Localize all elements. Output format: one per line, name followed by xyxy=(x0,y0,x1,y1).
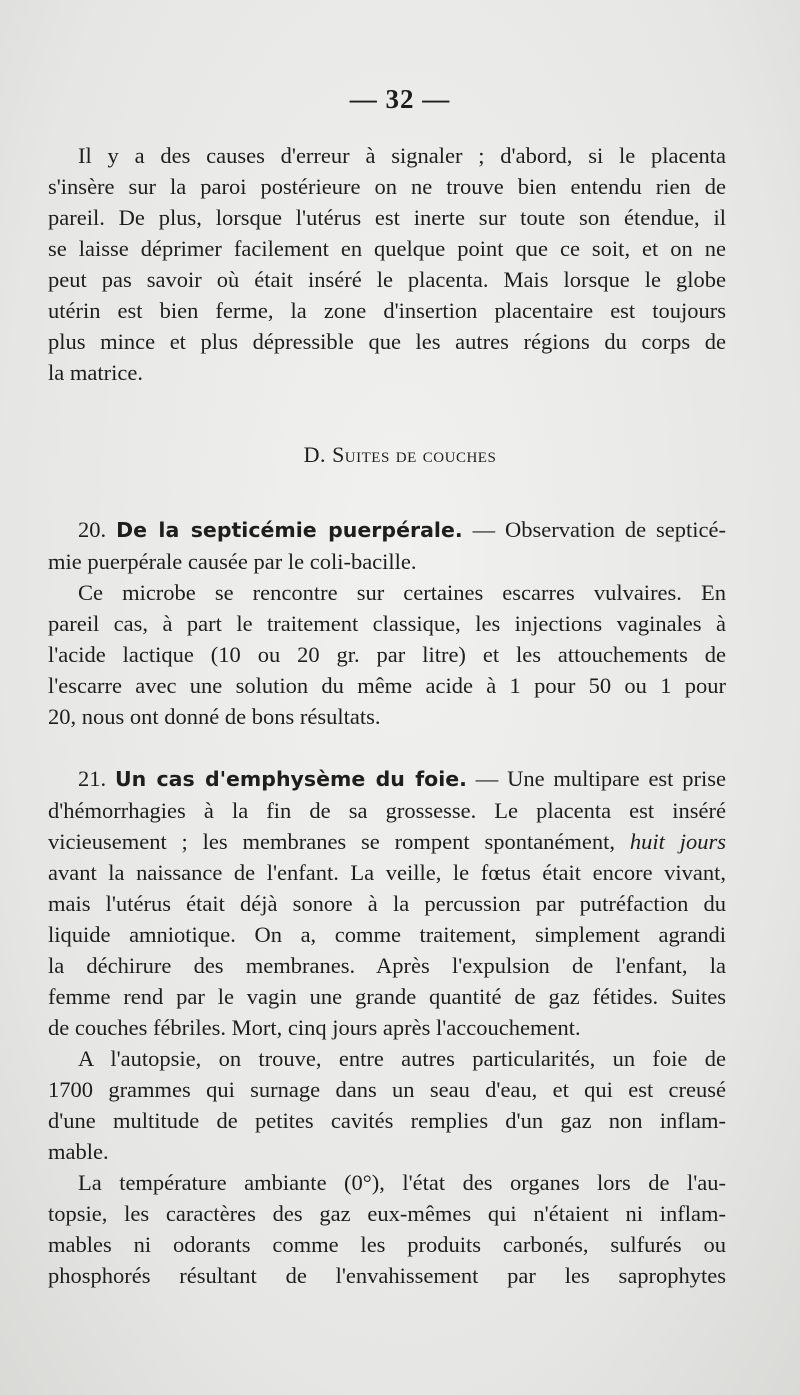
text-line: pareil cas, à part le traitement classique, les injections vaginales à xyxy=(48,611,726,636)
text-line: la matrice. xyxy=(48,360,143,385)
section-heading-title: Suites de couches xyxy=(332,442,497,467)
text-line: 1700 grammes qui surnage dans un seau d'eau, et qui est creusé xyxy=(48,1077,726,1102)
text-line: femme rend par le vagin une grande quantité de gaz fétides. Suites xyxy=(48,984,726,1009)
text-line: mais l'utérus était déjà sonore à la percussion par putréfaction du xyxy=(48,891,726,916)
text-line: pareil. De plus, lorsque l'utérus est inerte sur toute son étendue, il xyxy=(48,205,726,230)
item-21-emphyseme xyxy=(48,763,726,1291)
section-heading-letter: D. xyxy=(303,442,327,467)
text-line: la déchirure des membranes. Après l'expulsion de l'enfant, la xyxy=(48,953,726,978)
item-21-title: Un cas d'emphysème du foie. xyxy=(114,767,467,791)
item-20-first-line xyxy=(48,514,726,546)
text-line: La température ambiante (0°), l'état des organes lors de l'au- xyxy=(78,1170,726,1195)
item-20-septicemie xyxy=(48,514,726,732)
item-21-number: 21. xyxy=(78,766,107,791)
text-line: avant la naissance de l'enfant. La veille, le fœtus était encore vivant, xyxy=(48,860,726,885)
text-line: l'escarre avec une solution du même acide à 1 pour 50 ou 1 pour xyxy=(48,673,726,698)
text-segment: vicieusement ; les membranes se rompent spontanément, xyxy=(48,829,630,854)
text-line: d'une multitude de petites cavités remplies d'un gaz non inflam- xyxy=(48,1108,726,1133)
item-20-intro: — Observation de septicé- xyxy=(462,517,727,542)
text-line: mie puerpérale causée par le coli-bacille. xyxy=(48,549,417,574)
text-line: A l'autopsie, on trouve, entre autres particularités, un foie de xyxy=(78,1046,726,1071)
item-20-title: De la septicémie puerpérale. xyxy=(116,518,463,542)
item-20-number: 20. xyxy=(78,517,107,542)
text-line: l'acide lactique (10 ou 20 gr. par litre) et les attouchements de xyxy=(48,642,726,667)
page-number: — 32 — xyxy=(349,84,451,114)
item-21-intro: — Une multipare est prise xyxy=(466,766,726,791)
text-line: peut pas savoir où était inséré le placenta. Mais lorsque le globe xyxy=(48,267,726,292)
text-line: 20, nous ont donné de bons résultats. xyxy=(48,704,381,729)
text-line: d'hémorrhagies à la fin de sa grossesse. Le placenta est inséré xyxy=(48,798,726,823)
text-line: Ce microbe se rencontre sur certaines escarres vulvaires. En xyxy=(78,580,726,605)
text-line: de couches fébriles. Mort, cinq jours après l'accouchement. xyxy=(48,1015,581,1040)
text-line: s'insère sur la paroi postérieure on ne trouve bien entendu rien de xyxy=(48,174,726,199)
text-line: liquide amniotique. On a, comme traitement, simplement agrandi xyxy=(48,922,726,947)
text-line: utérin est bien ferme, la zone d'insertion placentaire est toujours xyxy=(48,298,726,323)
text-line: phosphorés résultant de l'envahissement par les saprophytes xyxy=(48,1263,726,1288)
text-line: se laisse déprimer facilement en quelque point que ce soit, et on ne xyxy=(48,236,726,261)
paragraph-placenta-errors xyxy=(48,140,726,388)
text-line: mables ni odorants comme les produits carbonés, sulfurés ou xyxy=(48,1232,726,1257)
section-heading xyxy=(0,442,800,468)
italic-emphasis: huit jours xyxy=(629,829,726,854)
item-21-first-line xyxy=(48,763,726,795)
text-line xyxy=(48,826,726,857)
text-line: topsie, les caractères des gaz eux-mêmes qui n'étaient ni inflam- xyxy=(48,1201,726,1226)
text-line: Il y a des causes d'erreur à signaler ; d'abord, si le placenta xyxy=(78,143,726,168)
text-line: plus mince et plus dépressible que les autres régions du corps de xyxy=(48,329,726,354)
text-line: mable. xyxy=(48,1139,109,1164)
